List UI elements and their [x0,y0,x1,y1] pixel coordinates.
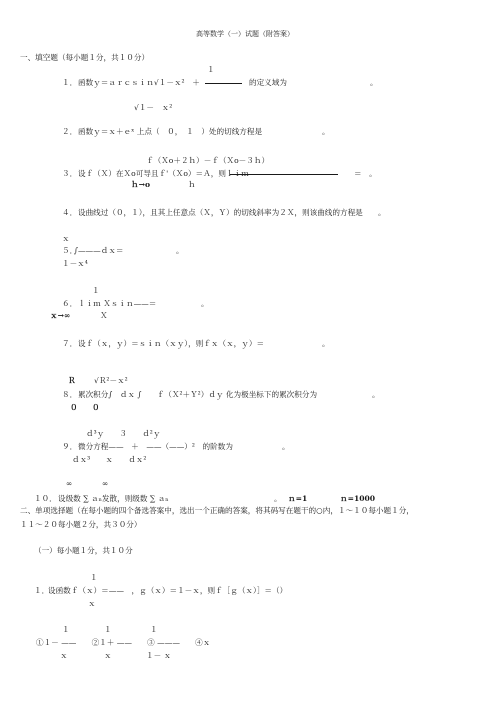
q3-fraction-bar [230,174,338,175]
q4-text: 设曲线过（０，１），且其上任意点（Ｘ，Ｙ）的切线斜率为２Ｘ，则该曲线的方程是 。 [78,208,386,217]
s2q1-option-den-3: １－ ｘ [146,651,172,660]
q10-number: １０． [34,494,57,503]
q5-end: 。 [176,246,184,255]
q3-number: ３． [62,169,78,178]
q10-end: 。 [274,494,282,503]
q3-numerator: ｆ（Ｘο＋２ｈ）－ｆ（Ｘο－３ｈ） [146,156,270,165]
s2q1-option-numerator-2: １ [104,625,112,634]
section1-header: 一、填空题（每小题１分，共１０分） [20,53,150,62]
q2-text: 函数ｙ＝ｘ＋ｅˣ 上点（ ０， １ ）处的切线方程是 [78,127,263,136]
q8-end: 。 [372,390,380,399]
section2-header-line2: １１～２０每小题２分，共３０分） [20,520,142,529]
q5-number: ５． [62,246,78,255]
q6-denominator: Ｘ [100,311,108,320]
q3-denominator: ｈ [188,180,196,189]
q7-number: ７． [62,339,78,348]
q10-n1: ｎ=1 [288,494,308,503]
q8-upper-sqrt: √Ｒ²－ｘ² [94,376,128,385]
q3-equals: ＝ 。 [354,169,377,178]
q9-end: 。 [282,442,290,451]
q6-number: ６． [62,299,78,308]
q1-number: １． [62,78,78,87]
q10-inf2: ∞ [102,479,109,488]
q6-text: ｌｉｍ Ｘｓｉｎ——＝ [78,299,157,308]
page-title: 高等数学（一）试题（附答案） [196,30,294,38]
s2q1-option-numerator-3: １ [150,625,158,634]
s2q1-number: １． [34,586,50,595]
s2q1-option-den-2: ｘ [104,651,112,660]
q8-lower1: ０ [70,403,78,412]
q3-limit-sub: ｈ→ο [131,180,151,189]
q10-n2: ｎ=1000 [340,494,376,503]
q9-top: ｄ³ｙ ３ ｄ²ｙ [86,429,161,438]
q8-upper-r: Ｒ [68,376,76,385]
q5-text: ∫———ｄｘ＝ [74,246,124,255]
q6-numerator: １ [92,286,100,295]
s2q1-option-den-1: ｘ [60,651,68,660]
q9-bottom: ｄｘ³ ｘ ｄｘ² [72,455,147,464]
q1-numerator: １ [207,65,215,74]
q10-inf1: ∞ [66,479,73,488]
q2-end: 。 [322,127,330,136]
q6-end: 。 [201,299,209,308]
s2q1-options: ①１－ —— ②１＋ —— ③ ——— ④ｘ [36,638,211,647]
q1-denominator: √１－ ｘ² [134,103,173,112]
q2-number: ２． [62,127,78,136]
q7-text: 设ｆ（ｘ，ｙ）＝ｓｉｎ（ｘｙ），则ｆｘ（ｘ，ｙ）＝ [78,339,265,348]
s2q1-option-numerator-1: １ [62,625,70,634]
s2q1-numerator: １ [90,573,98,582]
section2-header-line1: 二、单项选择题（在每小题的四个备选答案中，选出一个正确的答案，将其码写在题干的○内，１～１０每小题１分， [20,506,414,515]
q8-text: 累次积分∫ ｄｘ ∫ ｆ（Ｘ²＋Ｙ²）ｄｙ 化为极坐标下的累次积分为 [78,390,318,399]
q4-number: ４． [62,208,78,217]
q1-fraction-bar [205,83,242,84]
q9-text: 微分方程—— ＋ ——（——）² 的阶数为 [78,442,233,451]
q1-text: 函数ｙ＝ａｒｃｓｉｎ√１－ｘ² ＋ [78,78,200,87]
q8-number: ８． [62,390,78,399]
s2q1-denominator: ｘ [88,599,96,608]
q3-text: 设ｆ（Ｘ）在Ｘο可导且ｆ'（Ｘο）＝Ａ，则ｌｉｍ [78,169,249,178]
section2-subheader: （一）每小题１分，共１０分 [34,546,133,555]
s2q1-text: 设函数ｆ（ｘ）＝—— ，ｇ（ｘ）＝１－ｘ，则ｆ［ｇ（ｘ）］＝（） [48,586,288,595]
q9-number: ９． [62,442,78,451]
q1-tail: 的定义域为 [249,78,287,87]
q7-end: 。 [322,339,330,348]
q10-text: 设级数 ∑ ａₙ发散，则级数 ∑ ａₙ [58,494,169,503]
q5-numerator: ｘ [62,234,70,243]
q8-lower2: ０ [92,403,100,412]
q5-denominator: １－ｘ⁴ [62,259,88,268]
q1-end: 。 [370,78,378,87]
q6-limit-sub: ｘ→∞ [50,311,71,320]
